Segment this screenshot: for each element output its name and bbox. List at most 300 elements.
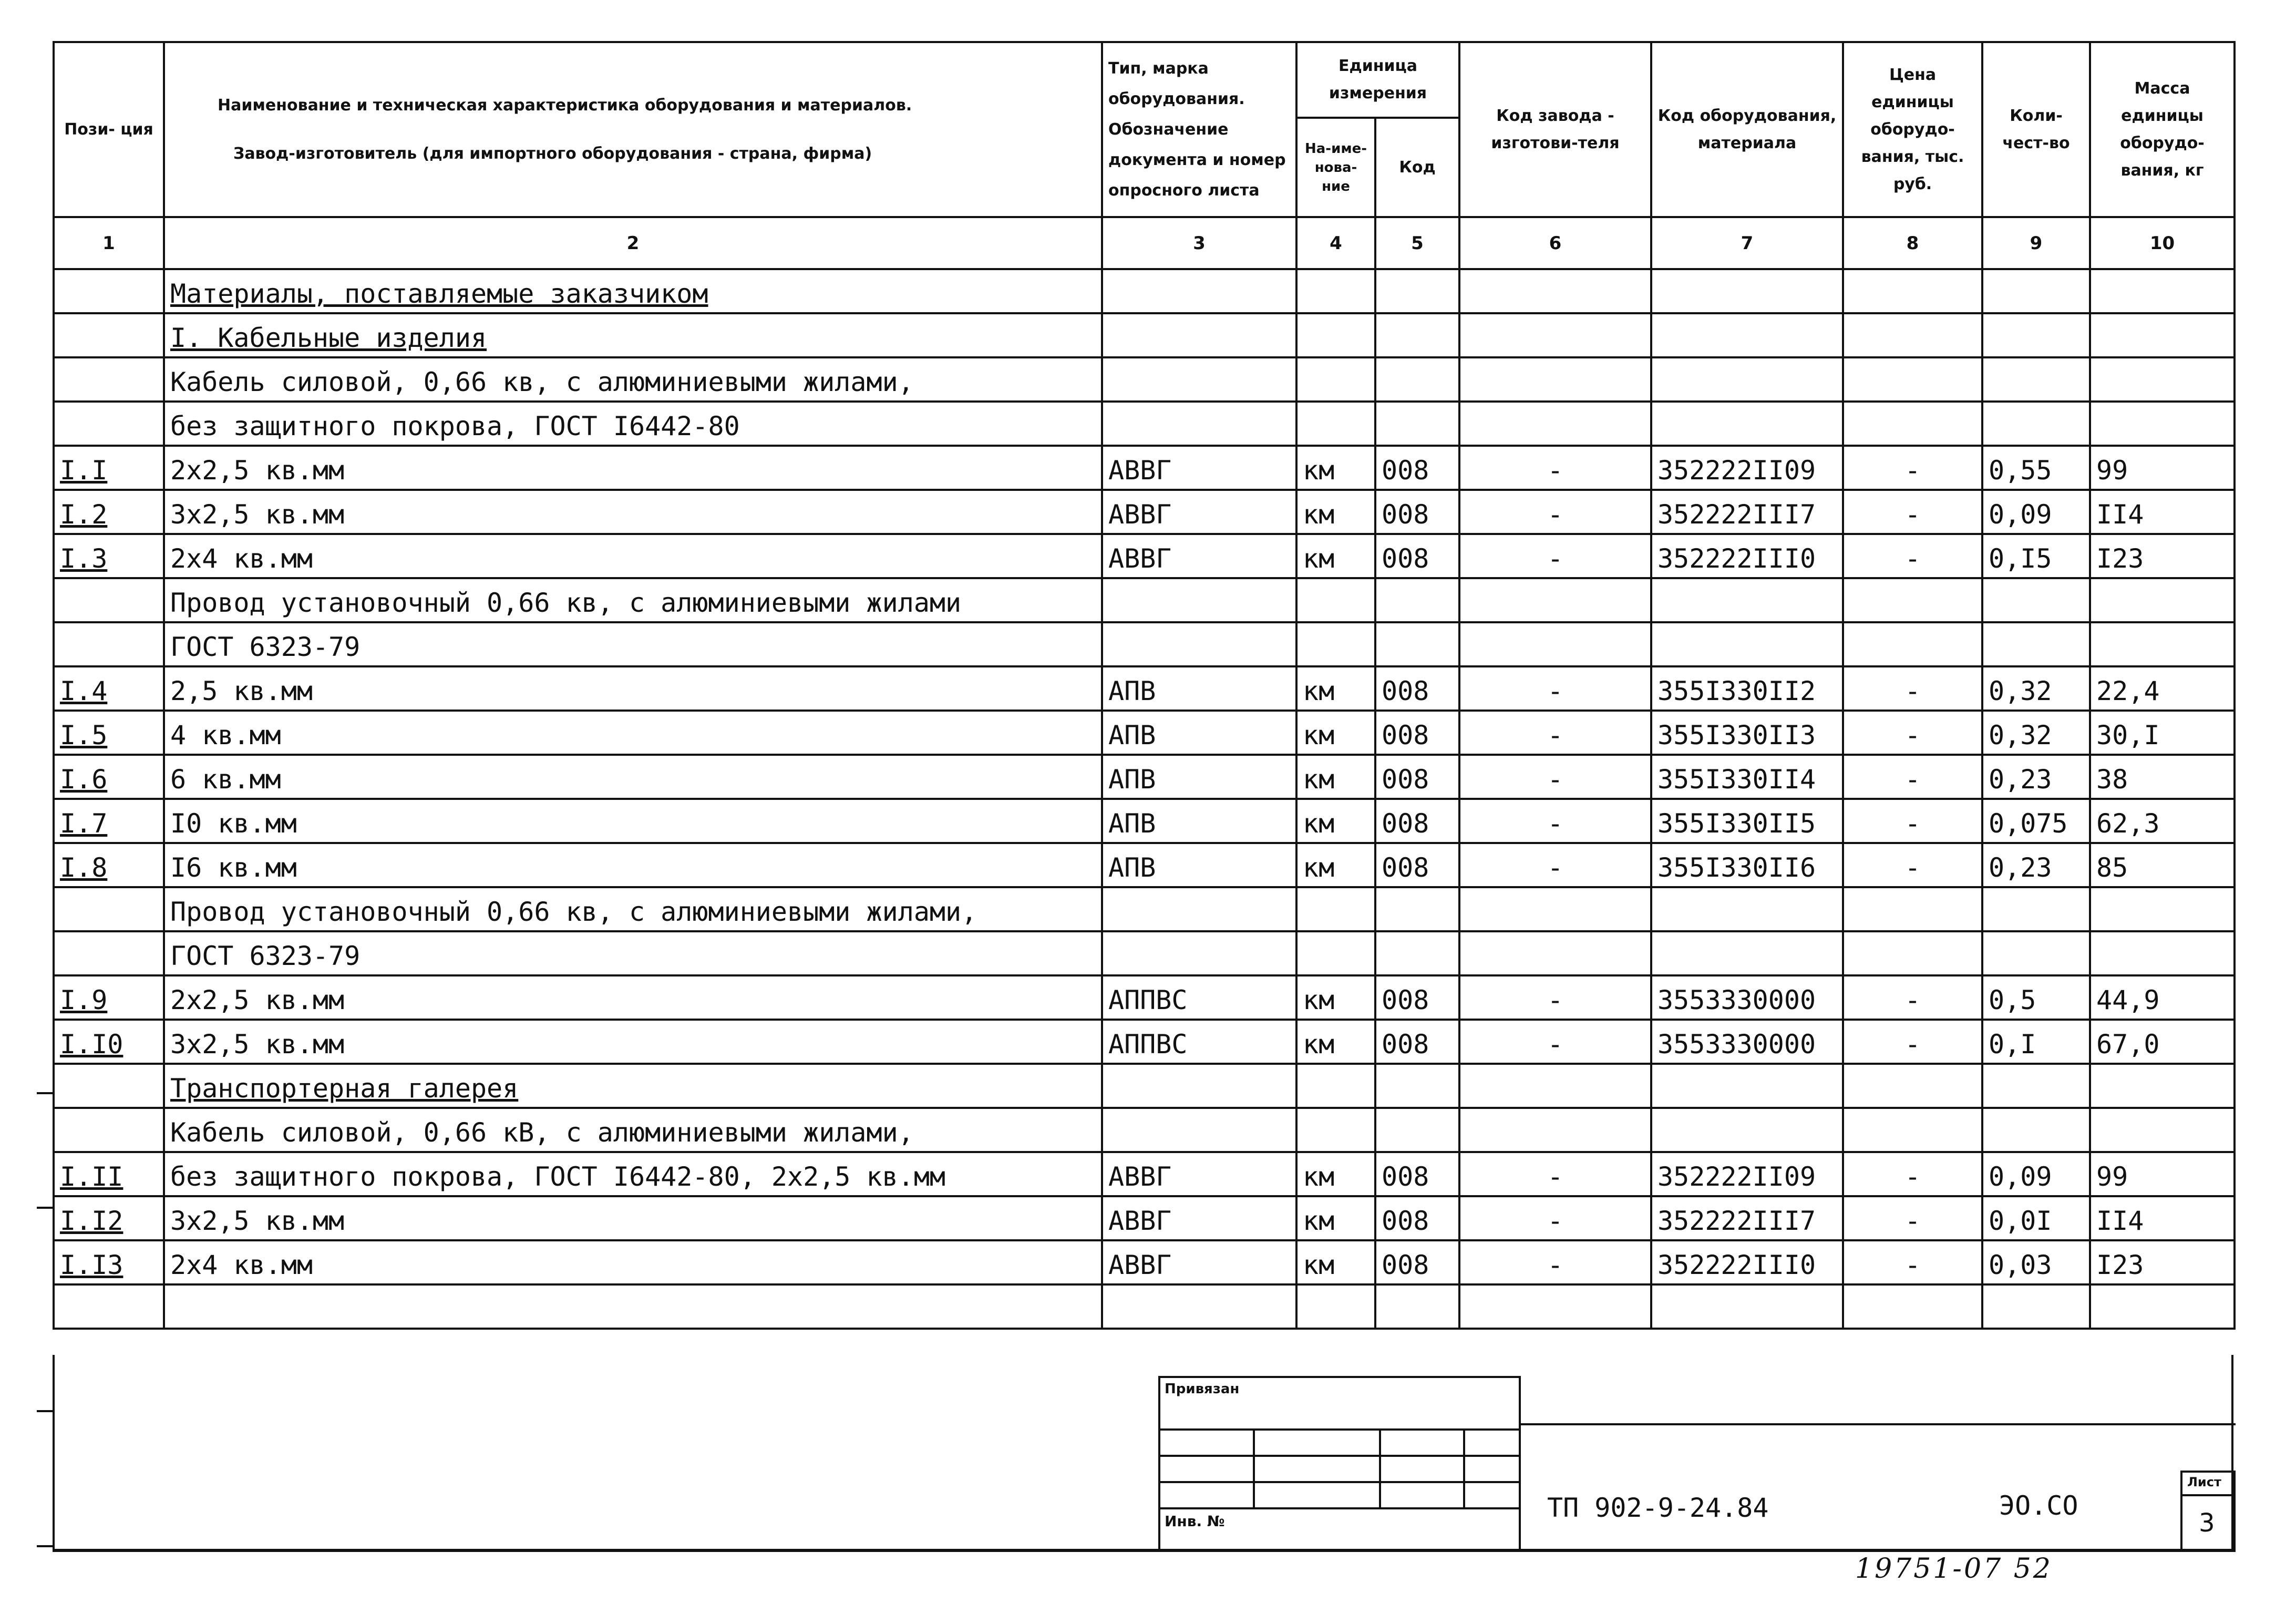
- table-row: [54, 1240, 2235, 1284]
- grid-line: [1379, 1428, 1381, 1507]
- cell-type: [1102, 622, 1296, 666]
- cell-unit: [1296, 622, 1375, 666]
- document-suffix: ЭО.СО: [1999, 1490, 2078, 1521]
- cell-name: I0 кв.мм: [164, 799, 1102, 843]
- grid-line: [2180, 1494, 2236, 1496]
- cell-qty: [1982, 313, 2090, 357]
- cell-mass: I23: [2090, 1240, 2235, 1284]
- cell-pos: [54, 578, 164, 622]
- cell-name: [164, 887, 1102, 931]
- specification-table: [53, 41, 2236, 1330]
- item-description: ГОСТ 6323-79: [170, 941, 361, 971]
- cell-type: АПВ: [1102, 843, 1296, 887]
- cell-qty: [1982, 1064, 2090, 1108]
- cell-ucode: 008: [1375, 755, 1459, 799]
- table-row: [54, 1020, 2235, 1064]
- cell-price: -: [1843, 755, 1982, 799]
- table-row: [54, 666, 2235, 711]
- cell-factory: [1459, 1108, 1651, 1152]
- cell-pos: [54, 931, 164, 975]
- cell-price: -: [1843, 843, 1982, 887]
- cell-mass: [2090, 622, 2235, 666]
- cell-factory: -: [1459, 711, 1651, 755]
- inventory-label: Инв. №: [1165, 1513, 1225, 1530]
- cell-type: АПВ: [1102, 755, 1296, 799]
- cell-pos: I.II: [54, 1152, 164, 1196]
- cell-pos: I.I3: [54, 1240, 164, 1284]
- cell-type: АВВГ: [1102, 1240, 1296, 1284]
- cell-factory: [1459, 1284, 1651, 1329]
- handwritten-archive-number: 19751-07 52: [1855, 1553, 2053, 1585]
- description-row: [54, 931, 2235, 975]
- cell-unit: км: [1296, 799, 1375, 843]
- cell-type: [1102, 931, 1296, 975]
- column-number: 1: [54, 217, 164, 269]
- cell-unit: км: [1296, 1196, 1375, 1240]
- cell-name: 2х4 кв.мм: [164, 1240, 1102, 1284]
- header-item-code: Код оборудования, материала: [1651, 42, 1843, 217]
- cell-name: 6 кв.мм: [164, 755, 1102, 799]
- cell-factory: -: [1459, 1020, 1651, 1064]
- cell-type: [1102, 357, 1296, 402]
- cell-unit: [1296, 313, 1375, 357]
- cell-ucode: 008: [1375, 1020, 1459, 1064]
- cell-factory: [1459, 1064, 1651, 1108]
- cell-price: [1843, 1064, 1982, 1108]
- cell-pos: I.7: [54, 799, 164, 843]
- cell-factory: [1459, 622, 1651, 666]
- cell-code: [1651, 313, 1843, 357]
- cell-mass: I23: [2090, 534, 2235, 578]
- description-row: [54, 402, 2235, 446]
- header-unit-code: Код: [1375, 118, 1459, 217]
- cell-qty: 0,5: [1982, 975, 2090, 1020]
- table-row: [54, 490, 2235, 534]
- description-row: [54, 887, 2235, 931]
- section-heading: Транспортерная галерея: [170, 1073, 519, 1104]
- cell-name: [164, 402, 1102, 446]
- cell-type: [1102, 1284, 1296, 1329]
- blank-row: [54, 1284, 2235, 1329]
- cell-code: [1651, 402, 1843, 446]
- cell-name: [164, 1284, 1102, 1329]
- cell-price: [1843, 1108, 1982, 1152]
- cell-mass: 99: [2090, 446, 2235, 490]
- cell-pos: I.2: [54, 490, 164, 534]
- cell-qty: 0,55: [1982, 446, 2090, 490]
- cell-ucode: [1375, 313, 1459, 357]
- cell-pos: I.9: [54, 975, 164, 1020]
- cell-type: АВВГ: [1102, 534, 1296, 578]
- cell-ucode: 008: [1375, 843, 1459, 887]
- cell-type: [1102, 269, 1296, 313]
- cell-type: АППВС: [1102, 1020, 1296, 1064]
- cell-ucode: [1375, 357, 1459, 402]
- cell-factory: -: [1459, 975, 1651, 1020]
- cell-name: 3х2,5 кв.мм: [164, 490, 1102, 534]
- cell-qty: 0,32: [1982, 711, 2090, 755]
- cell-name: [164, 357, 1102, 402]
- sheet-label: Лист: [2187, 1475, 2221, 1489]
- cell-price: [1843, 269, 1982, 313]
- cell-type: АПВ: [1102, 799, 1296, 843]
- cell-qty: 0,09: [1982, 490, 2090, 534]
- cell-pos: [54, 887, 164, 931]
- grid-line: [1463, 1428, 1465, 1507]
- cell-unit: [1296, 887, 1375, 931]
- cell-code: 352222II09: [1651, 446, 1843, 490]
- section-heading: Материалы, поставляемые заказчиком: [170, 279, 708, 309]
- tied-label: Привязан: [1165, 1381, 1240, 1397]
- cell-pos: I.5: [54, 711, 164, 755]
- cell-price: [1843, 313, 1982, 357]
- cell-ucode: 008: [1375, 1152, 1459, 1196]
- cell-code: [1651, 1108, 1843, 1152]
- cell-factory: -: [1459, 490, 1651, 534]
- item-description: Кабель силовой, 0,66 кв, с алюминиевыми жилами,: [170, 367, 914, 397]
- cell-name: без защитного покрова, ГОСТ I6442-80, 2х2,5 кв.мм: [164, 1152, 1102, 1196]
- cell-code: [1651, 931, 1843, 975]
- cell-unit: [1296, 269, 1375, 313]
- cell-code: 3553330000: [1651, 1020, 1843, 1064]
- cell-pos: I.I2: [54, 1196, 164, 1240]
- cell-ucode: [1375, 578, 1459, 622]
- cell-price: -: [1843, 711, 1982, 755]
- cell-code: 352222II09: [1651, 1152, 1843, 1196]
- cell-type: [1102, 1108, 1296, 1152]
- cell-factory: -: [1459, 666, 1651, 711]
- cell-price: -: [1843, 1240, 1982, 1284]
- grid-line: [1158, 1481, 1521, 1483]
- cell-pos: [54, 622, 164, 666]
- cell-code: [1651, 1064, 1843, 1108]
- cell-type: АВВГ: [1102, 1152, 1296, 1196]
- cell-code: 3553330000: [1651, 975, 1843, 1020]
- description-row: [54, 622, 2235, 666]
- cell-type: АПВ: [1102, 711, 1296, 755]
- cell-factory: -: [1459, 446, 1651, 490]
- cell-name: [164, 313, 1102, 357]
- cell-pos: I.6: [54, 755, 164, 799]
- cell-ucode: 008: [1375, 446, 1459, 490]
- cell-mass: 44,9: [2090, 975, 2235, 1020]
- cell-qty: 0,I: [1982, 1020, 2090, 1064]
- header-position: Пози- ция: [54, 42, 164, 217]
- header-price: Цена единицы оборудо-вания, тыс. руб.: [1843, 42, 1982, 217]
- cell-unit: км: [1296, 711, 1375, 755]
- cell-type: [1102, 578, 1296, 622]
- table-row: [54, 1152, 2235, 1196]
- document-code: ТП 902-9-24.84: [1547, 1493, 1769, 1523]
- cell-code: 352222III0: [1651, 534, 1843, 578]
- column-number: 6: [1459, 217, 1651, 269]
- cell-price: [1843, 402, 1982, 446]
- cell-name: [164, 578, 1102, 622]
- cell-code: 352222III7: [1651, 490, 1843, 534]
- section-heading-row: [54, 269, 2235, 313]
- cell-code: [1651, 1284, 1843, 1329]
- cell-pos: [54, 1108, 164, 1152]
- cell-unit: км: [1296, 843, 1375, 887]
- cell-ucode: 008: [1375, 711, 1459, 755]
- margin-tick: [37, 1092, 53, 1094]
- cell-mass: 22,4: [2090, 666, 2235, 711]
- cell-type: АВВГ: [1102, 446, 1296, 490]
- cell-price: -: [1843, 490, 1982, 534]
- table-row: [54, 534, 2235, 578]
- cell-code: 355I330II6: [1651, 843, 1843, 887]
- cell-mass: [2090, 402, 2235, 446]
- cell-price: [1843, 578, 1982, 622]
- cell-unit: [1296, 1064, 1375, 1108]
- cell-factory: -: [1459, 1152, 1651, 1196]
- cell-price: -: [1843, 1196, 1982, 1240]
- cell-name: [164, 269, 1102, 313]
- header-name-line1: Наименование и техническая характеристика оборудования и материалов.: [218, 96, 912, 115]
- column-number: 5: [1375, 217, 1459, 269]
- column-number: 4: [1296, 217, 1375, 269]
- cell-ucode: [1375, 622, 1459, 666]
- cell-mass: [2090, 1284, 2235, 1329]
- description-row: [54, 357, 2235, 402]
- title-block-frame: [53, 1355, 2233, 1552]
- cell-factory: [1459, 931, 1651, 975]
- header-type: Тип, марка оборудования. Обозначение документа и номер опросного листа: [1102, 42, 1296, 217]
- cell-price: [1843, 357, 1982, 402]
- cell-qty: 0,09: [1982, 1152, 2090, 1196]
- cell-factory: [1459, 313, 1651, 357]
- column-number: 10: [2090, 217, 2235, 269]
- cell-qty: [1982, 931, 2090, 975]
- cell-qty: [1982, 357, 2090, 402]
- cell-factory: [1459, 269, 1651, 313]
- cell-ucode: [1375, 1064, 1459, 1108]
- cell-unit: км: [1296, 666, 1375, 711]
- cell-ucode: 008: [1375, 1240, 1459, 1284]
- cell-factory: [1459, 578, 1651, 622]
- cell-qty: [1982, 402, 2090, 446]
- cell-pos: [54, 1284, 164, 1329]
- cell-mass: II4: [2090, 1196, 2235, 1240]
- column-number: 9: [1982, 217, 2090, 269]
- header-factory-code: Код завода - изготови-теля: [1459, 42, 1651, 217]
- cell-unit: км: [1296, 1020, 1375, 1064]
- cell-factory: [1459, 887, 1651, 931]
- cell-factory: -: [1459, 1240, 1651, 1284]
- cell-mass: 99: [2090, 1152, 2235, 1196]
- cell-mass: 67,0: [2090, 1020, 2235, 1064]
- cell-name: 2х2,5 кв.мм: [164, 975, 1102, 1020]
- grid-line: [1521, 1423, 2236, 1425]
- header-row: [54, 42, 2235, 118]
- table-body: [54, 269, 2235, 1329]
- table-row: [54, 446, 2235, 490]
- cell-ucode: [1375, 887, 1459, 931]
- grid-line: [1158, 1428, 1521, 1431]
- cell-mass: [2090, 269, 2235, 313]
- description-row: [54, 1108, 2235, 1152]
- cell-unit: [1296, 578, 1375, 622]
- cell-qty: [1982, 269, 2090, 313]
- cell-code: 355I330II5: [1651, 799, 1843, 843]
- header-unit: Единица измерения: [1296, 42, 1459, 118]
- header-mass: Масса единицы оборудо-вания, кг: [2090, 42, 2235, 217]
- header-quantity: Коли-чест-во: [1982, 42, 2090, 217]
- table-row: [54, 711, 2235, 755]
- cell-ucode: 008: [1375, 975, 1459, 1020]
- cell-mass: [2090, 887, 2235, 931]
- item-description: Провод установочный 0,66 кв, с алюминиевыми жилами: [170, 588, 962, 618]
- cell-ucode: [1375, 1284, 1459, 1329]
- cell-ucode: [1375, 1108, 1459, 1152]
- cell-pos: I.3: [54, 534, 164, 578]
- cell-name: [164, 622, 1102, 666]
- cell-price: [1843, 887, 1982, 931]
- cell-mass: 30,I: [2090, 711, 2235, 755]
- table-row: [54, 843, 2235, 887]
- cell-type: [1102, 1064, 1296, 1108]
- cell-name: 3х2,5 кв.мм: [164, 1020, 1102, 1064]
- cell-ucode: [1375, 269, 1459, 313]
- cell-ucode: [1375, 931, 1459, 975]
- cell-ucode: 008: [1375, 490, 1459, 534]
- cell-qty: 0,32: [1982, 666, 2090, 711]
- cell-mass: [2090, 357, 2235, 402]
- cell-price: [1843, 622, 1982, 666]
- cell-pos: [54, 1064, 164, 1108]
- cell-unit: [1296, 402, 1375, 446]
- cell-factory: -: [1459, 799, 1651, 843]
- cell-price: [1843, 1284, 1982, 1329]
- item-description: без защитного покрова, ГОСТ I6442-80: [170, 411, 740, 441]
- section-heading: I. Кабельные изделия: [170, 323, 487, 353]
- cell-price: -: [1843, 975, 1982, 1020]
- grid-line: [1253, 1428, 1255, 1507]
- cell-unit: [1296, 1108, 1375, 1152]
- cell-name: [164, 1108, 1102, 1152]
- cell-unit: км: [1296, 1240, 1375, 1284]
- cell-code: [1651, 578, 1843, 622]
- cell-pos: I.I0: [54, 1020, 164, 1064]
- cell-price: -: [1843, 446, 1982, 490]
- cell-unit: км: [1296, 490, 1375, 534]
- cell-mass: [2090, 578, 2235, 622]
- cell-qty: 0,0I: [1982, 1196, 2090, 1240]
- cell-mass: [2090, 931, 2235, 975]
- column-number: 2: [164, 217, 1102, 269]
- cell-code: 352222III7: [1651, 1196, 1843, 1240]
- cell-unit: км: [1296, 1152, 1375, 1196]
- cell-price: -: [1843, 534, 1982, 578]
- header-unit-name: На-име-нова-ние: [1296, 118, 1375, 217]
- cell-pos: [54, 269, 164, 313]
- margin-tick: [37, 1545, 53, 1547]
- cell-pos: [54, 313, 164, 357]
- column-number: 7: [1651, 217, 1843, 269]
- cell-price: -: [1843, 666, 1982, 711]
- table-row: [54, 799, 2235, 843]
- cell-mass: 85: [2090, 843, 2235, 887]
- item-description: Кабель силовой, 0,66 кВ, с алюминиевыми жилами,: [170, 1117, 914, 1148]
- cell-code: [1651, 887, 1843, 931]
- table-row: [54, 1196, 2235, 1240]
- header-name-line2: Завод-изготовитель (для импортного оборудования - страна, фирма): [233, 144, 872, 163]
- cell-qty: 0,I5: [1982, 534, 2090, 578]
- cell-price: [1843, 931, 1982, 975]
- cell-code: [1651, 357, 1843, 402]
- cell-mass: [2090, 1064, 2235, 1108]
- cell-qty: [1982, 1108, 2090, 1152]
- cell-name: 2х4 кв.мм: [164, 534, 1102, 578]
- cell-unit: км: [1296, 534, 1375, 578]
- cell-ucode: 008: [1375, 534, 1459, 578]
- drawing-sheet: [53, 41, 2233, 1552]
- cell-unit: [1296, 1284, 1375, 1329]
- column-number-row: [54, 217, 2235, 269]
- cell-type: АППВС: [1102, 975, 1296, 1020]
- cell-pos: [54, 402, 164, 446]
- cell-type: АВВГ: [1102, 490, 1296, 534]
- cell-price: -: [1843, 799, 1982, 843]
- cell-ucode: [1375, 402, 1459, 446]
- cell-mass: 62,3: [2090, 799, 2235, 843]
- cell-factory: -: [1459, 534, 1651, 578]
- cell-type: АПВ: [1102, 666, 1296, 711]
- cell-name: [164, 931, 1102, 975]
- item-description: ГОСТ 6323-79: [170, 632, 361, 662]
- cell-mass: [2090, 1108, 2235, 1152]
- cell-factory: -: [1459, 755, 1651, 799]
- cell-ucode: 008: [1375, 799, 1459, 843]
- cell-factory: -: [1459, 843, 1651, 887]
- cell-qty: [1982, 622, 2090, 666]
- cell-code: [1651, 622, 1843, 666]
- cell-qty: 0,075: [1982, 799, 2090, 843]
- cell-factory: -: [1459, 1196, 1651, 1240]
- cell-code: [1651, 269, 1843, 313]
- cell-code: 355I330II3: [1651, 711, 1843, 755]
- description-row: [54, 578, 2235, 622]
- cell-ucode: 008: [1375, 1196, 1459, 1240]
- cell-unit: км: [1296, 755, 1375, 799]
- grid-line: [1158, 1455, 1521, 1457]
- cell-price: -: [1843, 1020, 1982, 1064]
- cell-qty: 0,23: [1982, 755, 2090, 799]
- item-description: Провод установочный 0,66 кв, с алюминиевыми жилами,: [170, 897, 977, 927]
- cell-unit: км: [1296, 975, 1375, 1020]
- cell-type: [1102, 402, 1296, 446]
- cell-unit: [1296, 357, 1375, 402]
- cell-name: 4 кв.мм: [164, 711, 1102, 755]
- cell-type: [1102, 313, 1296, 357]
- margin-tick: [37, 1207, 53, 1209]
- cell-unit: км: [1296, 446, 1375, 490]
- cell-qty: [1982, 1284, 2090, 1329]
- table-row: [54, 975, 2235, 1020]
- header-name: [164, 42, 1102, 217]
- cell-mass: [2090, 313, 2235, 357]
- cell-qty: 0,23: [1982, 843, 2090, 887]
- section-heading-row: [54, 313, 2235, 357]
- cell-qty: [1982, 887, 2090, 931]
- cell-name: I6 кв.мм: [164, 843, 1102, 887]
- cell-mass: II4: [2090, 490, 2235, 534]
- cell-name: 3х2,5 кв.мм: [164, 1196, 1102, 1240]
- cell-code: 355I330II4: [1651, 755, 1843, 799]
- cell-name: 2,5 кв.мм: [164, 666, 1102, 711]
- cell-pos: I.4: [54, 666, 164, 711]
- grid-line: [1158, 1507, 1521, 1509]
